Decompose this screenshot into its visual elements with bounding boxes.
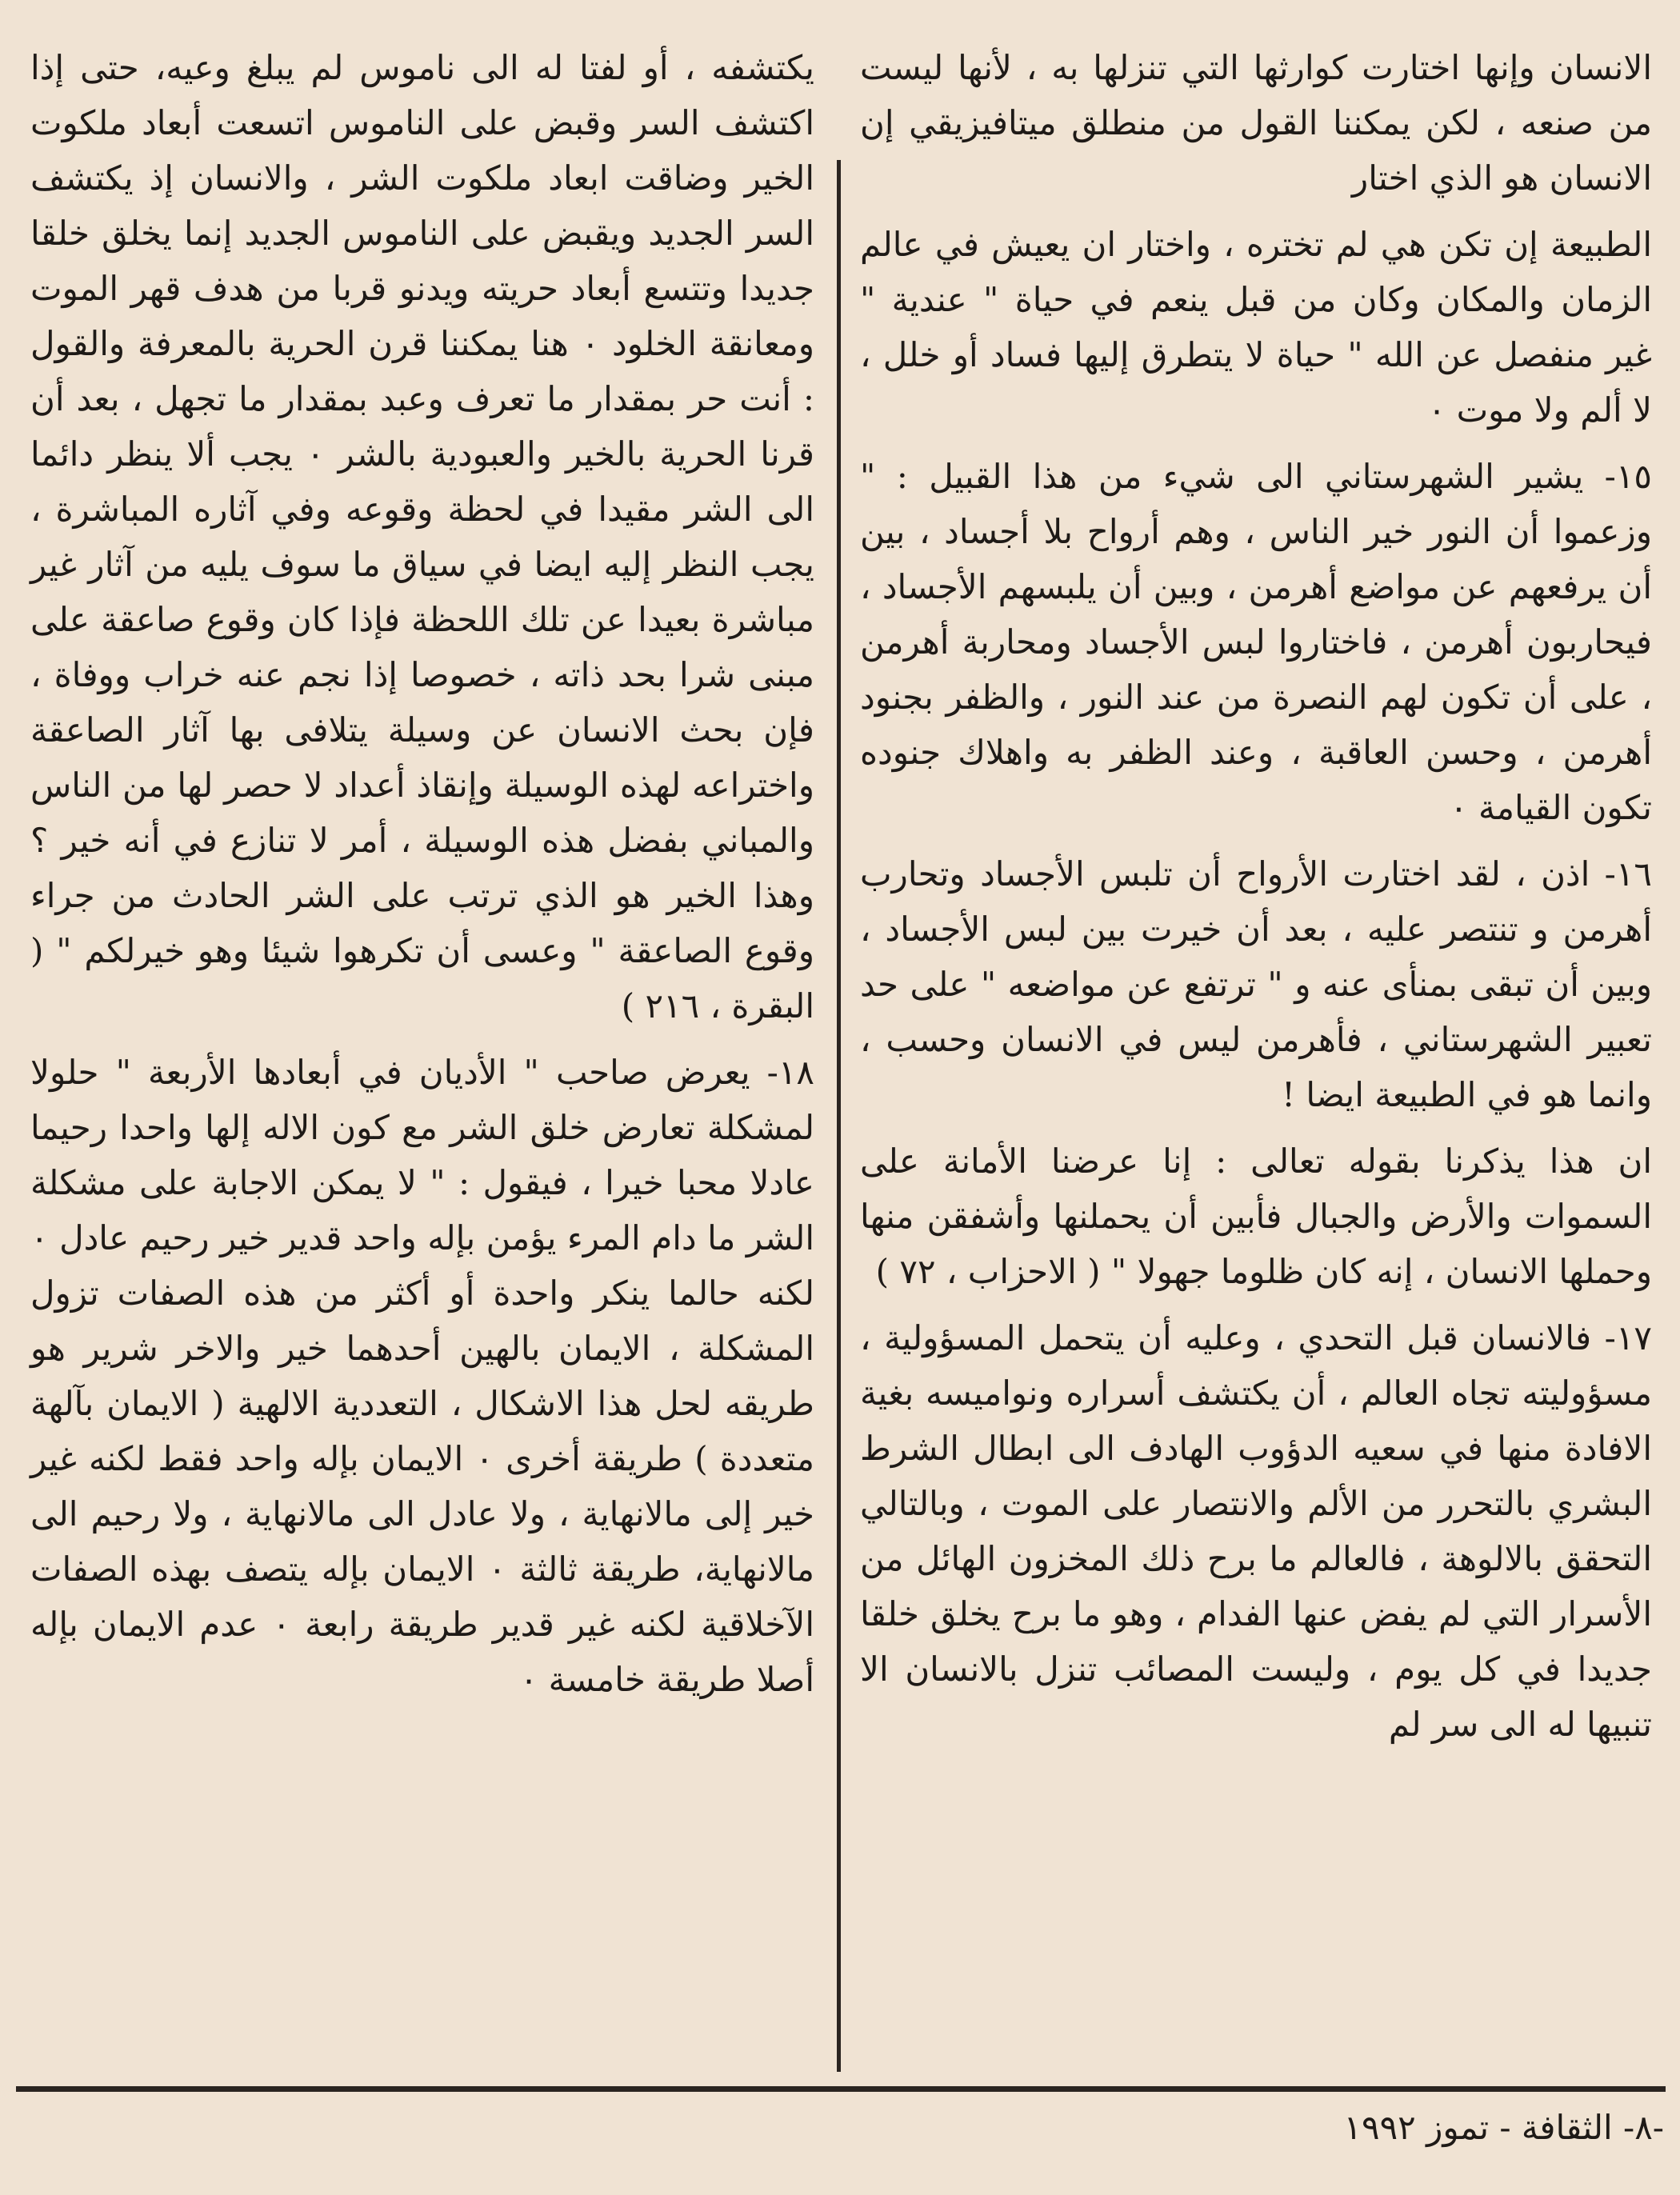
paragraph: الانسان وإنها اختارت كوارثها التي تنزلها به ، لأنها ليست من صنعه ، لكن يمكننا القول من منطلق ميتافيزيقي إن الانسان هو الذي اختار <box>860 48 1652 198</box>
paragraph: يكتشفه ، أو لفتا له الى ناموس لم يبلغ وعيه، حتى إذا اكتشف السر وقبض على الناموس اتسعت أبعاد ملكوت الخير وضاقت ابعاد ملكوت الشر ، والانسان إذ يكتشف السر الجديد ويقبض على الناموس الجديد إنما يخلق خلقا جديدا وتتسع أبعاد حريته ويدنو قربا من هدف قهر الموت ومعانقة الخلود ٠ هنا يمكننا قرن الحرية بالمعرفة والقول : أنت حر بمقدار ما تعرف وعبد بمقدار ما تجهل ، بعد أن قرنا الحرية بالخير والعبودية بالشر ٠ يجب ألا ينظر دائما الى الشر مقيدا في لحظة وقوعه وفي آثاره المباشرة ، يجب النظر إليه ايضا في سياق ما سوف يليه من آثار غير مباشرة بعيدا عن تلك اللحظة فإذا كان وقوع صاعقة على مبنى شرا بحد ذاته ، خصوصا إذا نجم عنه خراب ووفاة ، فإن بحث الانسان عن وسيلة يتلافى بها آثار الصاعقة واختراعه لهذه الوسيلة وإنقاذ أعداد لا حصر لها من الناس والمباني بفضل هذه الوسيلة ، أمر لا تنازع في أنه خير ؟ وهذا الخير هو الذي ترتب على الشر الحادث من جراء وقوع الصاعقة " وعسى أن تكرهوا شيئا وهو خيرلكم " ( البقرة ، ٢١٦ ) <box>30 48 815 1026</box>
page-footer: -٨- الثقافة - تموز ١٩٩٢ <box>1343 2108 1664 2147</box>
paragraph: ١٧- فالانسان قبل التحدي ، وعليه أن يتحمل المسؤولية ، مسؤوليته تجاه العالم ، أن يكتشف أسراره ونواميسه بغية الافادة منها في سعيه الدؤوب الهادف الى ابطال الشرط البشري بالتحرر من الألم والانتصار على الموت ، وبالتالي التحقق بالالوهة ، فالعالم ما برح ذلك المخزون الهائل من الأسرار التي لم يفض عنها الفدام ، وهو ما برح يخلق خلقا جديدا في كل يوم ، وليست المصائب تنزل بالانسان الا تنبيها له الى سر لم <box>860 1318 1652 1744</box>
paragraph: الطبيعة إن تكن هي لم تختره ، واختار ان يعيش في عالم الزمان والمكان وكان من قبل ينعم في حياة " عندية " غير منفصل عن الله " حياة لا يتطرق إليها فساد أو خلل ، لا ألم ولا موت ٠ <box>860 225 1652 430</box>
paragraph: ١٦- اذن ، لقد اختارت الأرواح أن تلبس الأجساد وتحارب أهرمن و تنتصر عليه ، بعد أن خيرت بين لبس الأجساد ، وبين أن تبقى بمنأى عنه و " ترتفع عن مواضعه " على حد تعبير الشهرستاني ، فأهرمن ليس في الانسان وحسب ، وانما هو في الطبيعة ايضا ! <box>860 854 1652 1114</box>
paragraph: ١٨- يعرض صاحب " الأديان في أبعادها الأربعة " حلولا لمشكلة تعارض خلق الشر مع كون الاله إلها واحدا رحيما عادلا محبا خيرا ، فيقول : " لا يمكن الاجابة على مشكلة الشر ما دام المرء يؤمن بإله واحد قدير خير رحيم عادل ٠ لكنه حالما ينكر واحدة أو أكثر من هذه الصفات تزول المشكلة ، الايمان بالهين أحدهما خير والاخر شرير هو طريقه لحل هذا الاشكال ، التعددية الالهية ( الايمان بآلهة متعددة ) طريقة أخرى ٠ الايمان بإله واحد فقط لكنه غير خير إلى مالانهاية ، ولا عادل الى مالانهاية ، ولا رحيم الى مالانهاية، طريقة ثالثة ٠ الايمان بإله يتصف بهذه الصفات الآخلاقية لكنه غير قدير طريقة رابعة ٠ عدم الايمان بإله أصلا طريقة خامسة ٠ <box>30 1053 814 1699</box>
paragraph: ان هذا يذكرنا بقوله تعالى : إنا عرضنا الأمانة على السموات والأرض والجبال فأبين أن يحملنها وأشفقن منها وحملها الانسان ، إنه كان ظلوما جهولا " ( الاحزاب ، ٧٢ ) <box>860 1141 1652 1291</box>
left-text-column <box>30 40 814 1718</box>
right-text-column <box>860 40 1652 1763</box>
column-divider <box>837 160 841 2072</box>
paragraph: ١٥- يشير الشهرستاني الى شيء من هذا القبيل : " وزعموا أن النور خير الناس ، وهم أرواح بلا أجساد ، بين أن يرفعهم عن مواضع أهرمن ، وبين أن يلبسهم الأجساد ، فيحاربون أهرمن ، فاختاروا لبس الأجساد ومحاربة أهرمن ، على أن تكون لهم النصرة من عند النور ، والظفر بجنود أهرمن ، وحسن العاقبة ، وعند الظفر به واهلاك جنوده تكون القيامة ٠ <box>860 457 1652 827</box>
footer-rule <box>16 2086 1666 2092</box>
